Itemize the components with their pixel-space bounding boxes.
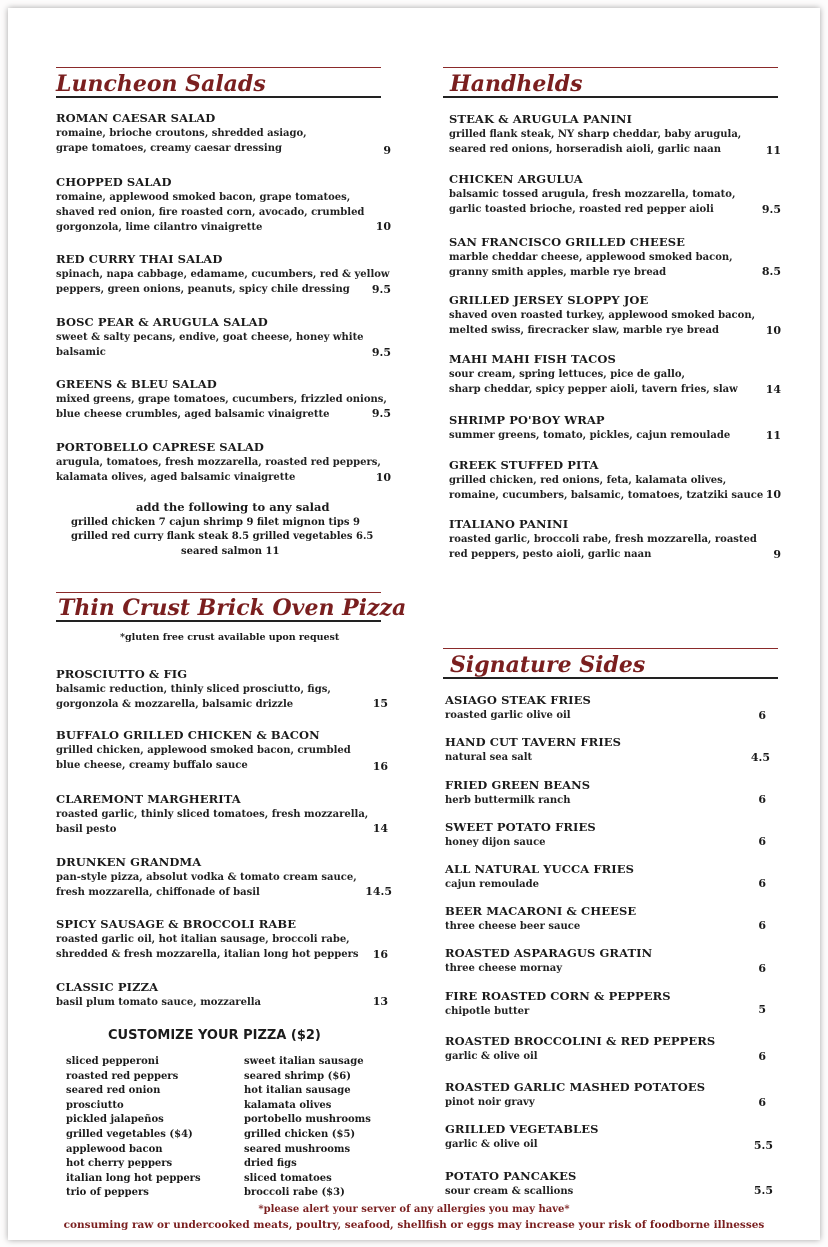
item-name: DRUNKEN GRANDMA xyxy=(56,855,202,869)
item-price: 11 xyxy=(765,144,781,157)
item-desc: shaved red onion, fire roasted corn, avocado, crumbled xyxy=(56,207,365,218)
item-price: 4.5 xyxy=(750,751,770,764)
item-desc: blue cheese, creamy buffalo sauce xyxy=(56,760,248,771)
item-desc: blue cheese crumbles, aged balsamic vinaigrette xyxy=(56,409,330,420)
item-desc: pan-style pizza, absolut vodka & tomato cream sauce, xyxy=(56,872,357,883)
item-desc: sweet & salty pecans, endive, goat cheese, honey white xyxy=(56,332,364,343)
item-price: 11 xyxy=(765,429,781,442)
menu-item xyxy=(449,292,755,338)
item-price: 8.5 xyxy=(761,265,781,278)
menu-item xyxy=(445,819,596,850)
menu-item xyxy=(449,516,757,562)
item-name: ALL NATURAL YUCCA FRIES xyxy=(445,862,635,876)
menu-item xyxy=(449,351,738,397)
menu-item xyxy=(56,439,381,485)
item-price: 16 xyxy=(372,948,388,961)
topping-item: prosciutto xyxy=(66,1099,124,1111)
item-name: BOSC PEAR & ARUGULA SALAD xyxy=(56,315,268,329)
item-price: 10 xyxy=(765,324,781,337)
section-underline xyxy=(56,620,381,622)
item-price: 13 xyxy=(372,995,388,1008)
item-desc: seared red onions, horseradish aioli, garlic naan xyxy=(449,144,721,155)
topping-item: portobello mushrooms xyxy=(244,1114,371,1126)
item-desc: grilled chicken, applewood smoked bacon, crumbled xyxy=(56,745,351,756)
item-price: 6 xyxy=(758,709,766,722)
item-name: SAN FRANCISCO GRILLED CHEESE xyxy=(449,235,686,249)
item-desc: spinach, napa cabbage, edamame, cucumbers, red & yellow xyxy=(56,269,390,280)
menu-item xyxy=(56,854,357,900)
item-price: 14.5 xyxy=(365,885,392,898)
menu-item xyxy=(56,727,351,773)
menu-item xyxy=(445,734,621,765)
item-desc: romaine, applewood smoked bacon, grape tomatoes, xyxy=(56,192,351,203)
topping-item: sweet italian sausage xyxy=(244,1056,364,1067)
menu-item xyxy=(445,861,634,892)
item-price: 6 xyxy=(758,793,766,806)
menu-item xyxy=(56,916,359,962)
topping-item: trio of peppers xyxy=(66,1187,149,1199)
item-desc: granny smith apples, marble rye bread xyxy=(449,267,667,278)
item-name: PORTOBELLO CAPRESE SALAD xyxy=(56,440,265,454)
item-name: SWEET POTATO FRIES xyxy=(445,820,596,834)
topping-item: seared shrimp ($6) xyxy=(244,1070,351,1082)
section-underline xyxy=(443,677,778,679)
item-desc: grape tomatoes, creamy caesar dressing xyxy=(56,143,282,154)
menu-item xyxy=(445,777,590,808)
section-underline xyxy=(56,96,381,98)
menu-item xyxy=(56,666,331,712)
item-price: 15 xyxy=(372,697,388,710)
item-price: 6 xyxy=(758,877,766,890)
item-price: 9.5 xyxy=(761,203,781,216)
item-price: 10 xyxy=(765,488,781,501)
item-desc: gorgonzola & mozzarella, balsamic drizzle xyxy=(56,699,294,710)
item-name: HAND CUT TAVERN FRIES xyxy=(445,735,622,749)
item-name: ROMAN CAESAR SALAD xyxy=(56,111,216,125)
topping-item: seared mushrooms xyxy=(244,1143,351,1155)
item-name: STEAK & ARUGULA PANINI xyxy=(449,112,633,126)
item-name: ASIAGO STEAK FRIES xyxy=(445,693,591,707)
topping-item: broccoli rabe ($3) xyxy=(244,1187,345,1199)
item-price: 5.5 xyxy=(753,1139,773,1152)
item-desc: roasted garlic, thinly sliced tomatoes, fresh mozzarella, xyxy=(56,809,369,820)
item-desc: basil plum tomato sauce, mozzarella xyxy=(56,997,262,1008)
section-title-handhelds: Handhelds xyxy=(450,71,583,97)
topping-item: dried figs xyxy=(244,1158,297,1170)
item-desc: grilled flank steak, NY sharp cheddar, baby arugula, xyxy=(449,129,742,140)
menu-item xyxy=(449,171,735,217)
item-name: SPICY SAUSAGE & BROCCOLI RABE xyxy=(56,917,297,931)
item-name: POTATO PANCAKES xyxy=(445,1169,577,1183)
item-desc: roasted garlic olive oil xyxy=(445,710,571,721)
item-desc: kalamata olives, aged balsamic vinaigrette xyxy=(56,472,296,483)
item-desc: melted swiss, firecracker slaw, marble rye bread xyxy=(449,325,719,336)
item-desc: honey dijon sauce xyxy=(445,837,546,848)
foodborne-warning: consuming raw or undercooked meats, poultry, seafood, shellfish or eggs may increase your risk of foodborne illnesses xyxy=(63,1219,765,1231)
item-name: CHOPPED SALAD xyxy=(56,175,172,189)
item-desc: roasted garlic, broccoli rabe, fresh mozzarella, roasted xyxy=(449,534,757,545)
menu-item xyxy=(445,988,671,1019)
section-rule xyxy=(443,67,778,68)
item-name: ROASTED BROCCOLINI & RED PEPPERS xyxy=(445,1034,716,1048)
menu-item xyxy=(56,376,387,422)
topping-item: sliced tomatoes xyxy=(244,1172,332,1184)
section-title-pizza: Thin Crust Brick Oven Pizza xyxy=(58,595,407,621)
customize-heading: CUSTOMIZE YOUR PIZZA ($2) xyxy=(108,1028,321,1043)
menu-item xyxy=(56,110,307,156)
item-desc: garlic & olive oil xyxy=(445,1139,538,1150)
menu-item xyxy=(445,1033,715,1064)
item-desc: three cheese mornay xyxy=(445,963,563,974)
item-name: BEER MACARONI & CHEESE xyxy=(445,904,637,918)
menu-item xyxy=(445,1079,705,1110)
item-price: 14 xyxy=(765,383,781,396)
item-price: 14 xyxy=(372,822,388,835)
item-desc: garlic toasted brioche, roasted red pepper aioli xyxy=(449,204,714,215)
item-desc: romaine, brioche croutons, shredded asiago, xyxy=(56,128,307,139)
topping-item: seared red onion xyxy=(66,1085,161,1097)
toppings-right xyxy=(244,1055,371,1201)
item-desc: roasted garlic oil, hot italian sausage, broccoli rabe, xyxy=(56,934,350,945)
menu-item xyxy=(56,314,364,360)
item-name: RED CURRY THAI SALAD xyxy=(56,252,223,266)
menu-item xyxy=(56,251,390,297)
item-desc: natural sea salt xyxy=(445,752,533,763)
item-price: 9.5 xyxy=(371,346,391,359)
item-desc: sour cream, spring lettuces, pice de gallo, xyxy=(449,369,685,380)
item-name: CLASSIC PIZZA xyxy=(56,980,159,994)
addons-line: seared salmon 11 xyxy=(181,546,280,557)
topping-item: kalamata olives xyxy=(244,1099,332,1111)
item-price: 9 xyxy=(383,144,391,157)
menu-item xyxy=(445,903,636,934)
item-name: PROSCIUTTO & FIG xyxy=(56,667,188,681)
item-price: 5 xyxy=(758,1003,766,1016)
section-title-sides: Signature Sides xyxy=(450,652,646,678)
item-desc: shredded & fresh mozzarella, italian long hot peppers xyxy=(56,949,359,960)
addons-line: grilled red curry flank steak 8.5 grilled vegetables 6.5 xyxy=(71,531,374,542)
menu-item xyxy=(56,979,261,1010)
item-price: 9.5 xyxy=(371,283,391,296)
item-desc: herb buttermilk ranch xyxy=(445,795,571,806)
addons-heading: add the following to any salad xyxy=(136,500,330,514)
section-rule xyxy=(443,648,778,649)
topping-item: hot italian sausage xyxy=(244,1085,351,1097)
menu-item xyxy=(445,1168,576,1199)
item-desc: gorgonzola, lime cilantro vinaigrette xyxy=(56,222,263,233)
item-name: MAHI MAHI FISH TACOS xyxy=(449,352,616,366)
item-desc: fresh mozzarella, chiffonade of basil xyxy=(56,887,260,898)
item-price: 6 xyxy=(758,919,766,932)
topping-item: italian long hot peppers xyxy=(66,1172,201,1184)
item-name: CLAREMONT MARGHERITA xyxy=(56,792,241,806)
item-name: SHRIMP PO'BOY WRAP xyxy=(449,413,605,427)
item-desc: garlic & olive oil xyxy=(445,1051,538,1062)
item-desc: balsamic reduction, thinly sliced prosciutto, figs, xyxy=(56,684,331,695)
menu-item xyxy=(449,111,741,157)
item-name: GREEK STUFFED PITA xyxy=(449,458,599,472)
item-name: GRILLED JERSEY SLOPPY JOE xyxy=(449,293,649,307)
item-desc: basil pesto xyxy=(56,824,117,835)
addons-line: grilled chicken 7 cajun shrimp 9 filet mignon tips 9 xyxy=(71,517,360,528)
item-desc: grilled chicken, red onions, feta, kalamata olives, xyxy=(449,475,727,486)
menu-item xyxy=(449,412,730,443)
item-price: 16 xyxy=(372,760,388,773)
item-name: FRIED GREEN BEANS xyxy=(445,778,591,792)
item-name: ROASTED ASPARAGUS GRATIN xyxy=(445,946,653,960)
item-desc: sharp cheddar, spicy pepper aioli, tavern fries, slaw xyxy=(449,384,738,395)
item-desc: romaine, cucumbers, balsamic, tomatoes, tzatziki sauce xyxy=(449,490,764,501)
item-price: 6 xyxy=(758,835,766,848)
item-desc: three cheese beer sauce xyxy=(445,921,581,932)
menu-item xyxy=(56,791,368,837)
item-price: 6 xyxy=(758,1050,766,1063)
item-desc: summer greens, tomato, pickles, cajun remoulade xyxy=(449,430,731,441)
section-rule xyxy=(56,592,381,593)
item-price: 9.5 xyxy=(371,407,391,420)
item-name: ITALIANO PANINI xyxy=(449,517,569,531)
item-desc: balsamic xyxy=(56,347,106,358)
section-underline xyxy=(443,96,778,98)
item-name: BUFFALO GRILLED CHICKEN & BACON xyxy=(56,728,320,742)
item-price: 6 xyxy=(758,962,766,975)
menu-item xyxy=(449,457,763,503)
section-rule xyxy=(56,67,381,68)
item-desc: balsamic tossed arugula, fresh mozzarella, tomato, xyxy=(449,189,736,200)
item-price: 10 xyxy=(375,471,391,484)
topping-item: grilled vegetables ($4) xyxy=(66,1128,193,1140)
menu-item xyxy=(445,945,652,976)
topping-item: roasted red peppers xyxy=(66,1070,179,1082)
item-name: GREENS & BLEU SALAD xyxy=(56,377,217,391)
item-desc: marble cheddar cheese, applewood smoked bacon, xyxy=(449,252,733,263)
item-price: 10 xyxy=(375,220,391,233)
item-name: GRILLED VEGETABLES xyxy=(445,1122,599,1136)
menu-page xyxy=(8,8,820,1240)
item-desc: arugula, tomatoes, fresh mozzarella, roasted red peppers, xyxy=(56,457,381,468)
topping-item: grilled chicken ($5) xyxy=(244,1128,356,1140)
menu-item xyxy=(445,692,591,723)
menu-item xyxy=(56,174,364,235)
toppings-left xyxy=(66,1055,201,1201)
item-desc: cajun remoulade xyxy=(445,879,539,890)
item-desc: sour cream & scallions xyxy=(445,1186,574,1197)
topping-item: applewood bacon xyxy=(66,1143,163,1155)
item-name: CHICKEN ARGULUA xyxy=(449,172,583,186)
item-name: ROASTED GARLIC MASHED POTATOES xyxy=(445,1080,706,1094)
topping-item: pickled jalapeños xyxy=(66,1114,164,1126)
item-desc: peppers, green onions, peanuts, spicy chile dressing xyxy=(56,284,350,295)
item-price: 6 xyxy=(758,1096,766,1109)
gluten-free-note: *gluten free crust available upon request xyxy=(120,632,340,643)
item-desc: pinot noir gravy xyxy=(445,1097,535,1108)
topping-item: sliced pepperoni xyxy=(66,1056,159,1067)
item-price: 5.5 xyxy=(753,1184,773,1197)
item-desc: shaved oven roasted turkey, applewood smoked bacon, xyxy=(449,310,756,321)
item-desc: chipotle butter xyxy=(445,1006,530,1017)
menu-item xyxy=(449,234,733,280)
item-desc: red peppers, pesto aioli, garlic naan xyxy=(449,549,652,560)
item-desc: mixed greens, grape tomatoes, cucumbers, frizzled onions, xyxy=(56,394,387,405)
menu-item xyxy=(445,1121,598,1152)
allergy-notice: *please alert your server of any allergies you may have* xyxy=(258,1204,570,1215)
section-title-luncheon-salads: Luncheon Salads xyxy=(56,71,266,97)
item-price: 9 xyxy=(773,548,781,561)
item-name: FIRE ROASTED CORN & PEPPERS xyxy=(445,989,671,1003)
topping-item: hot cherry peppers xyxy=(66,1158,173,1170)
